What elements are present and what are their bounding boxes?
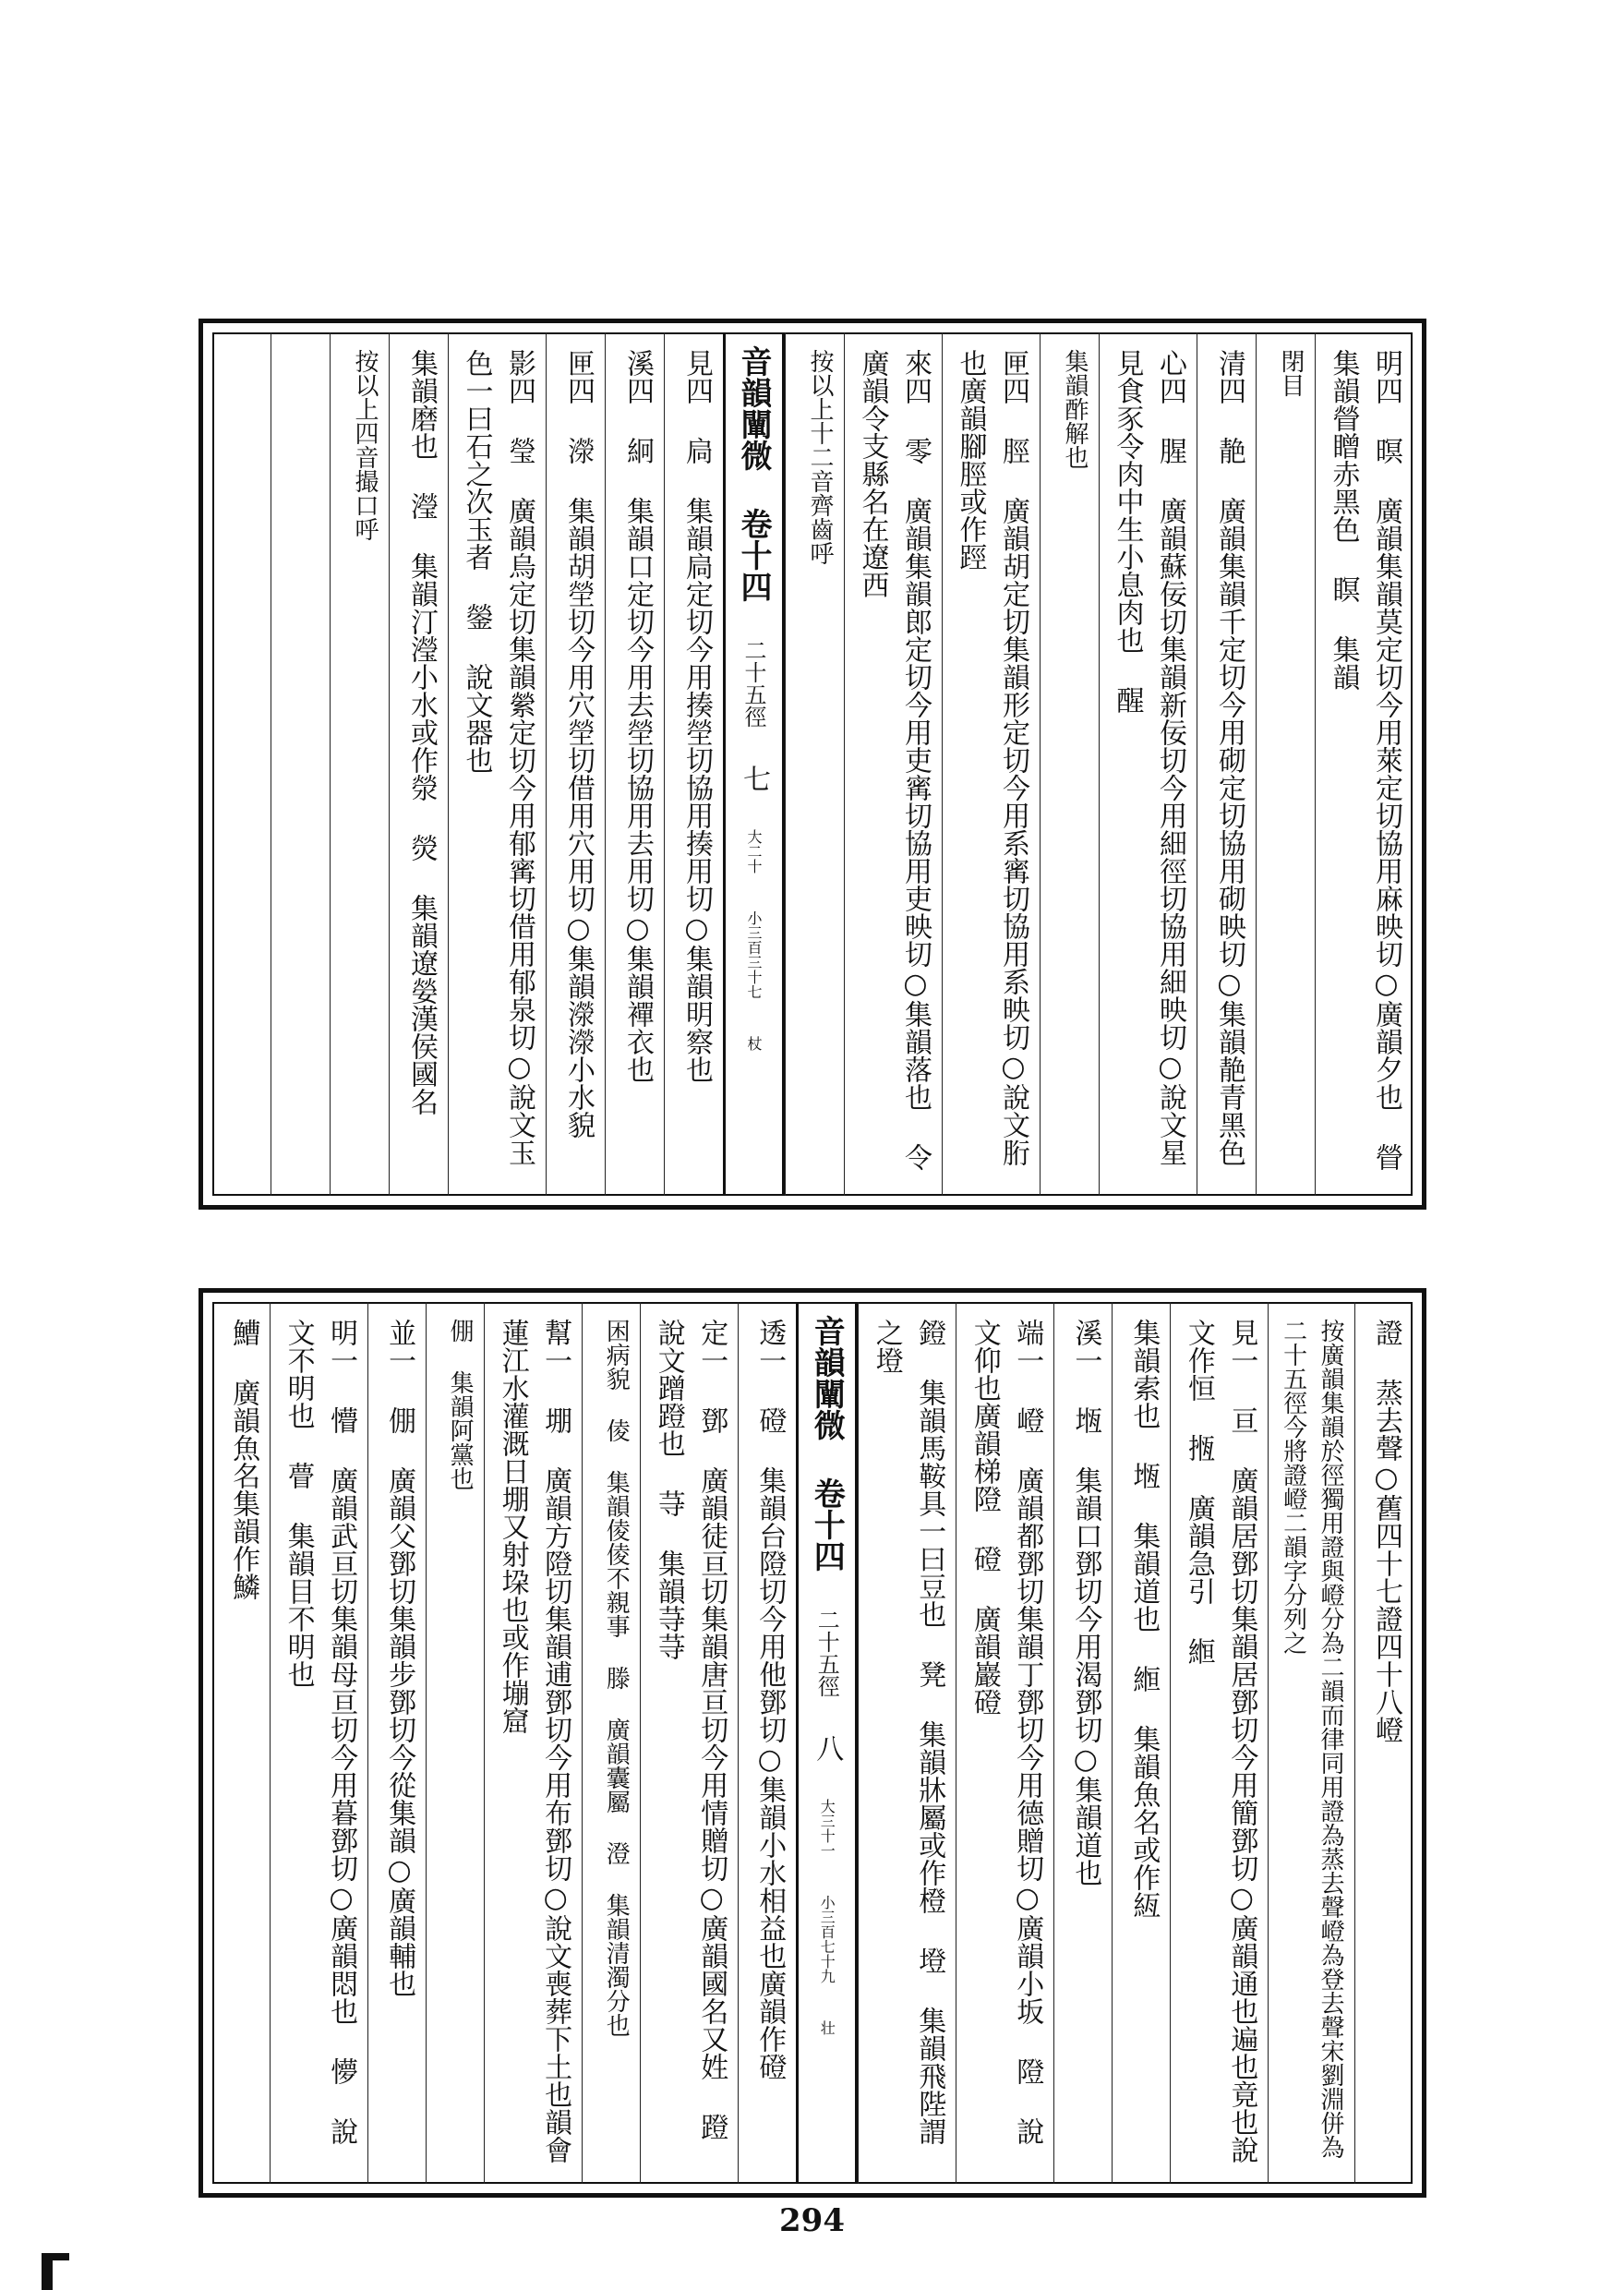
text-column: 心四 腥 廣韻蘇佞切集韻新佞切今用細徑切協用細映切○說文星見食豕令肉中生小息肉也 醒 bbox=[1099, 332, 1197, 1196]
folio-number: 八 bbox=[811, 1734, 844, 1762]
text-column: 定一 鄧 廣韻徒亘切集韻唐亘切今用情贈切○廣韻國名又姓 蹬 說文蹭蹬也 䒭 集韻䒭䒭 bbox=[640, 1302, 738, 2184]
book-title: 音韻闡微 bbox=[808, 1315, 846, 1440]
text-column: 溪四 絅 集韻口定切今用去塋切協用去用切○集韻襌衣也 bbox=[605, 332, 664, 1196]
text-column: 來四 零 廣韻集韻郎定切今用吏寗切協用吏映切○集韻落也 令 廣韻令支縣名在遼西 bbox=[844, 332, 942, 1196]
text-column: 明四 暝 廣韻集韻莫定切今用萊定切協用麻映切○廣韻夕也 䁝 集韻䁝䁬赤黑色 瞑 集韻 bbox=[1315, 332, 1413, 1196]
text-column: 並一 倗 廣韻父鄧切集韻步鄧切今從集韻○廣韻輔也 bbox=[367, 1302, 426, 2184]
volume-label: 卷十四 bbox=[735, 508, 772, 602]
text-column: 明一 懵 廣韻武亘切集韻母亘切今用暮鄧切○廣韻悶也 懜 說文不明也 瞢 集韻目不明也 bbox=[270, 1302, 367, 2184]
small-note: 杖 bbox=[745, 1036, 763, 1051]
small-note: 小三百三十七 bbox=[745, 910, 763, 999]
text-column: 集韻磨也 瀅 集韻汀瀅小水或作滎 熒 集韻遼嫈漢侯國名 bbox=[389, 332, 448, 1196]
text-column: 閉目 bbox=[1256, 332, 1315, 1196]
top-columns bbox=[212, 332, 1413, 1203]
text-column: 鰽 廣韻魚名集韻作鱗 bbox=[227, 1319, 260, 1600]
text-column: 端一 嶝 廣韻都鄧切集韻丁鄧切今用德贈切○廣韻小坂 隥 說文仰也廣韻梯隥 磴 廣韻巖磴 bbox=[956, 1302, 1053, 2184]
small-note: 壮 bbox=[818, 2020, 836, 2035]
text-column: 困病貌 倰 集韻倰倰不親事 滕 廣韻囊屬 澄 集韻清濁分也 bbox=[582, 1302, 640, 2184]
text-column: 鐙 集韻馬鞍具一曰豆也 凳 集韻牀屬或作橙 墱 集韻飛陛謂之墱 bbox=[858, 1302, 956, 2184]
center-title-column bbox=[796, 1302, 858, 2184]
text-column: 清四 靘 廣韻集韻千定切今用砌定切協用砌映切○集韻靘青黑色 bbox=[1197, 332, 1256, 1196]
rhyme-section: 二十五徑 bbox=[740, 639, 766, 728]
text-column: 見一 亘 廣韻居鄧切集韻居鄧切今用簡鄧切○廣韻通也遍也竟也說文作恒 揯 廣韻急引 縆 bbox=[1170, 1302, 1268, 2184]
text-column: 溪一 堩 集韻口鄧切今用渴鄧切○集韻道也 bbox=[1053, 1302, 1112, 2184]
center-title-column bbox=[723, 332, 785, 1196]
text-column: 倗 集韻阿黨也 bbox=[426, 1302, 484, 2184]
bottom-page-panel bbox=[198, 1288, 1426, 2198]
small-note: 大二十 bbox=[745, 829, 763, 874]
text-column: 按以上四音撮口呼 bbox=[330, 332, 389, 1196]
volume-label: 卷十四 bbox=[808, 1477, 846, 1572]
small-note: 大三十一 bbox=[818, 1799, 836, 1858]
text-column: 幫一 堋 廣韻方隥切集韻逋鄧切今用布鄧切○說文喪葬下土也韻會蓮江水灌溉日堋又射垜也或作塴窟 bbox=[484, 1302, 582, 2184]
text-column bbox=[271, 332, 330, 1196]
text-column: 見四 扃 集韻扃定切今用揍塋切協用揍用切○集韻明察也 bbox=[664, 332, 723, 1196]
text-column bbox=[212, 332, 271, 1196]
text-column: 集韻索也 堩 集韻道也 縆 集韻魚名或作絚 bbox=[1112, 1302, 1170, 2184]
text-column: 按廣韻集韻於徑獨用證與嶝分為二韻而律同用證為蒸去聲嶝為登去聲宋劉淵併為二十五徑今將證嶝二韻字分列之 bbox=[1268, 1302, 1354, 2184]
book-title: 音韻闡微 bbox=[735, 345, 772, 471]
text-column: 按以上十二音齊齒呼 bbox=[785, 332, 844, 1196]
text-column: 匣四 脛 廣韻胡定切集韻形定切今用系寗切協用系映切○說文胻也廣韻腳脛或作踁 bbox=[942, 332, 1040, 1196]
bottom-columns bbox=[212, 1302, 1413, 2184]
page-number: 294 bbox=[779, 2202, 845, 2239]
top-page-panel bbox=[198, 319, 1426, 1210]
rhyme-section: 二十五徑 bbox=[813, 1609, 840, 1697]
text-column: 影四 瑩 廣韻烏定切集韻縈定切今用郁寗切借用郁泉切○說文玉色一曰石之次玉者 鎣 說文器也 bbox=[448, 332, 546, 1196]
text-column: 集韻酢解也 bbox=[1040, 332, 1099, 1196]
folio-number: 七 bbox=[738, 765, 770, 792]
text-column: 證 蒸去聲○舊四十七證四十八嶝 bbox=[1354, 1302, 1413, 2184]
text-column: 透一 磴 集韻台隥切今用他鄧切○集韻小水相益也廣韻作磴 bbox=[738, 1302, 796, 2184]
small-note: 小三百七十九 bbox=[818, 1895, 836, 1983]
scan-corner-mark bbox=[42, 2253, 69, 2290]
text-column: 匣四 濴 集韻胡塋切今用穴塋切借用穴用切○集韻濴濴小水貌 bbox=[546, 332, 605, 1196]
